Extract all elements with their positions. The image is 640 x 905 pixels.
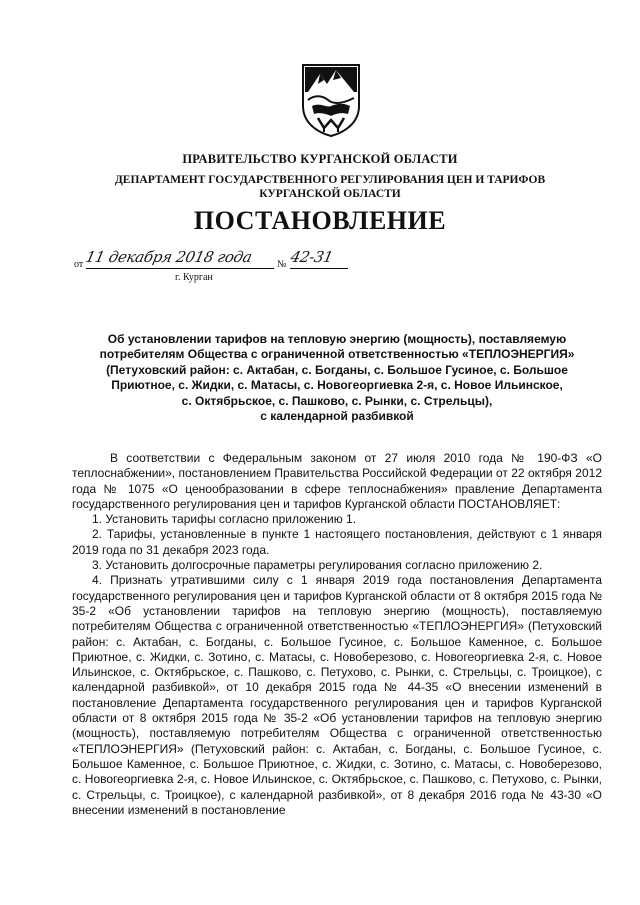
number-underline — [290, 268, 348, 269]
document-title — [72, 332, 602, 424]
title-line: с календарной разбивкой — [260, 409, 414, 424]
city-label: г. Курган — [175, 272, 213, 283]
title-line: с. Октябрьское, с. Пашково, с. Рынки, с. Стрельцы), — [181, 393, 493, 408]
document-type: ПОСТАНОВЛЕНИЕ — [193, 206, 447, 235]
handwritten-date: 11 декабря 2018 года — [84, 248, 254, 266]
title-line: Об установлении тарифов на тепловую энергию (мощность), поставляемую — [107, 332, 567, 346]
number-prefix: № — [277, 259, 287, 270]
government-name: ПРАВИТЕЛЬСТВО КУРГАНСКОЙ ОБЛАСТИ — [182, 152, 458, 166]
coat-of-arms-icon — [300, 62, 362, 138]
date-underline — [86, 268, 274, 269]
item-3: 3. Установить долгосрочные параметры регулирования согласно приложению 2. — [92, 558, 543, 573]
title-line: потребителям Общества с ограниченной ответственностью «ТЕПЛОЭНЕРГИЯ» — [99, 347, 575, 362]
item-1: 1. Установить тарифы согласно приложению 1. — [92, 512, 357, 527]
title-line: Приютное, с. Жидки, с. Матасы, с. Новогеоргиевка 2-я, с. Новое Ильинское, — [111, 378, 563, 393]
date-number-row — [74, 248, 374, 272]
department-name: ДЕПАРТАМЕНТ ГОСУДАРСТВЕННОГО РЕГУЛИРОВАНИЯ ЦЕН И ТАРИФОВ КУРГАНСКОЙ ОБЛАСТИ — [114, 174, 546, 200]
item-4: 4. Признать утратившими силу с 1 января 2019 года постановления Департамента государственного регулирования цен и тарифов Курганской области от 8 октября 2015 года № 35-2 «Об установлении тарифов на тепловую энергию (мощность), поставляемую потребителям Общества с ограниченной ответственностью «ТЕПЛОЭНЕРГИЯ» (Петуховский район: с. Актабан, с. Богданы, с. Большое Гусиное, с. Большое Каменное, с. Большое Приютное, с. Жидки, с. Зотино, с. Матасы, с. Новоберезово, с. Новогеоргиевка 2-я, с. Новое Ильинское, с. Октябрьское, с. Пашково, с. Петухово, с. Рынки, с. Стрельцы, с. Троицкое), с календарной разбивкой», от 10 декабря 2015 года № 44-35 «О внесении изменений в постановление Департамента государственного регулирования цен и тарифов Курганской области от 8 октября 2015 года № 35-2 «Об установлении тарифов на тепловую энергию (мощность), поставляемую потребителям Общества с ограниченной ответственностью «ТЕПЛОЭНЕРГИЯ» (Петуховский район: с. Актабан, с. Богданы, с. Большое Гусиное, с. Большое Каменное, с. Большое Приютное, с. Жидки, с. Зотино, с. Матасы, с. Новоберезово, с. Новогеоргиевка 2-я, с. Новое Ильинское, с. Октябрьское, с. Пашково, с. Петухово, с. Рынки, с. Стрельцы, с. Троицкое), с календарной разбивкой», от 8 декабря 2016 года № 43-30 «О внесении изменений в постановление — [72, 573, 602, 817]
intro-paragraph: В соответствии с Федеральным законом от 27 июля 2010 года № 190-ФЗ «О теплоснабжении», постановлением Правительства Российской Федерации от 22 октября 2012 года № 1075 «О ценообразовании в сфере теплоснабжения» правление Департамента государственного регулирования цен и тарифов Курганской области ПОСТАНОВЛЯЕТ: — [72, 451, 602, 511]
document-body — [72, 451, 602, 818]
date-prefix: от — [74, 259, 84, 270]
handwritten-number: 42-31 — [289, 248, 335, 266]
title-line: (Петуховский район: с. Актабан, с. Богданы, с. Большое Гусиное, с. Большое — [106, 362, 568, 377]
item-2: 2. Тарифы, установленные в пункте 1 настоящего постановления, действуют с 1 января 2019 года по 31 декабря 2023 года. — [72, 527, 602, 557]
